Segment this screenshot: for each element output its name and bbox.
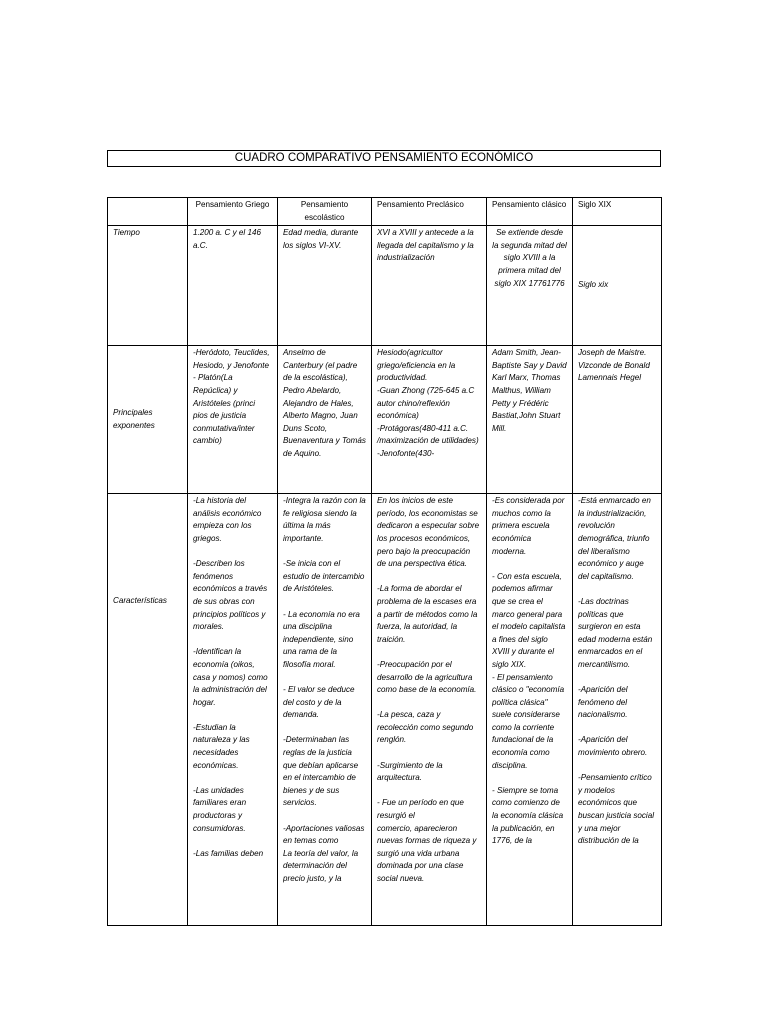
cell-exponentes-escolastico: Anselmo de Canterbury (el padre de la escolástica), Pedro Abelardo, Alejandro de Hales, Alberto Magno, Juan Duns Scoto, Buenaventura y Tomás de Aquino. bbox=[278, 346, 372, 494]
characteristic-item: -Aportaciones valiosas en temas como La teoría del valor, la determinación del precio justo, y la bbox=[283, 823, 365, 883]
characteristic-item: -Pensamiento crítico y modelos económicos que buscan justicia social y una mejor distribución de la bbox=[578, 773, 655, 846]
cell-exponentes-clasico: Adam Smith, Jean-Baptiste Say y David Karl Marx, Thomas Malthus, William Petty y Frédéric Bastiat,John Stuart Mill. bbox=[487, 346, 573, 494]
paragraph-gap bbox=[193, 835, 272, 848]
paragraph-gap bbox=[377, 571, 481, 584]
caract-escolastico-list bbox=[283, 495, 366, 915]
paragraph-gap bbox=[283, 810, 366, 823]
paragraph-gap bbox=[377, 747, 481, 760]
characteristic-item: -Integra la razón con la fe religiosa siendo la última la más importante. bbox=[283, 496, 366, 543]
paragraph-gap bbox=[377, 697, 481, 710]
paragraph-gap bbox=[377, 785, 481, 798]
paragraph-gap bbox=[283, 596, 366, 609]
paragraph-gap bbox=[283, 722, 366, 735]
characteristic-item: -Determinaban las reglas de la justicia que debían aplicarse en el intercambio de bienes y de sus servicios. bbox=[283, 735, 359, 808]
cell-exponentes-griego: -Heródoto, Teuclides, Hesiodo, y Jenofonte - Platón(La Repúclica) y Aristóteles (princi pios de justicia conmutativa/inter cambio) bbox=[188, 346, 278, 494]
paragraph-gap bbox=[492, 558, 567, 571]
characteristic-item: -Aparición del movimiento obrero. bbox=[578, 735, 648, 758]
characteristic-item: -Está enmarcado en la industrialización, revolución demográfica, triunfo del liberalismo económico y auge del capitalismo. bbox=[578, 496, 651, 581]
paragraph-gap bbox=[578, 583, 656, 596]
paragraph-gap bbox=[193, 546, 272, 559]
characteristic-item: - Siempre se toma como comienzo de la economía clásica la publicación, en 1776, de la bbox=[492, 785, 564, 846]
header-preclasico: Pensamiento Preclásico bbox=[372, 198, 487, 226]
caract-preclasico-list bbox=[377, 495, 481, 915]
row-label-tiempo: Tiempo bbox=[108, 226, 188, 346]
characteristic-item: -Aparición del fenómeno del nacionalismo. bbox=[578, 685, 628, 720]
characteristic-item: - La economía no era una disciplina independiente, sino una rama de la filosofía moral. bbox=[283, 609, 360, 669]
row-exponentes bbox=[108, 346, 662, 494]
paragraph-gap bbox=[492, 772, 567, 785]
header-siglo-xix: Siglo XIX bbox=[573, 198, 662, 226]
header-escolastico: Pensamiento escolástico bbox=[278, 198, 372, 226]
caract-clasico-list bbox=[492, 495, 567, 915]
cell-tiempo-siglo-xix: Siglo xix bbox=[573, 226, 662, 346]
header-empty bbox=[108, 198, 188, 226]
characteristic-item: -Identifican la economía (oikos, casa y nomos) como la administración del hogar. bbox=[193, 647, 268, 707]
comparison-table bbox=[107, 197, 662, 926]
cell-caract-siglo-xix bbox=[573, 494, 662, 926]
cell-caract-escolastico bbox=[278, 494, 372, 926]
characteristic-item: -Estudian la naturaleza y las necesidades económicas. bbox=[193, 722, 250, 770]
characteristic-item: -Es considerada por muchos como la primera escuela económica moderna. bbox=[492, 496, 565, 556]
characteristic-item: -Las unidades familiares eran productoras y consumidoras. bbox=[193, 785, 247, 833]
cell-exponentes-siglo-xix: Joseph de Maistre. Vizconde de Bonald Lamennais Hegel bbox=[573, 346, 662, 494]
paragraph-gap bbox=[377, 646, 481, 659]
paragraph-gap bbox=[283, 546, 366, 559]
characteristic-item: -La pesca, caza y recolección como segundo renglón. bbox=[377, 710, 474, 745]
characteristic-item: -Describen los fenómenos económicos a través de sus obras con principios políticos y morales. bbox=[193, 559, 268, 632]
paragraph-gap bbox=[193, 772, 272, 785]
characteristic-item: -La historia del análisis económico empieza con los griegos. bbox=[193, 496, 262, 543]
characteristic-item: -Las doctrinas políticas que surgieron en esta edad moderna están enmarcados en el mercantilismo. bbox=[578, 596, 653, 669]
cell-exponentes-preclasico: Hesiodo(agricultor griego/eficiencia en la productividad. -Guan Zhong (725-645 a.C autor chino/reflexión económica) -Protágoras(480-411 a.C. /maximización de utilidades) -Jenofonte(430- bbox=[372, 346, 487, 494]
characteristic-item: - Con esta escuela, podemos afirmar que se crea el marco general para el modelo capitalista a fines del siglo XVIII y durante el siglo XIX. - El pensamiento clásico o "economía política clásica" suele considerarse como la corriente fundacional de la economía como disciplina. bbox=[492, 571, 566, 770]
cell-tiempo-preclasico: XVI a XVIII y antecede a la llegada del capitalismo y la industrialización bbox=[372, 226, 487, 346]
row-caracteristicas bbox=[108, 494, 662, 926]
paragraph-gap bbox=[578, 722, 656, 735]
row-tiempo bbox=[108, 226, 662, 346]
row-label-exponentes: Principales exponentes bbox=[108, 346, 188, 494]
paragraph-gap bbox=[578, 672, 656, 685]
caract-siglo-xix-list bbox=[578, 495, 656, 915]
characteristic-item: -Las familias deben bbox=[193, 848, 264, 858]
characteristic-item: -Se inicia con el estudio de intercambio de Aristóteles. bbox=[283, 559, 365, 594]
cell-caract-griego bbox=[188, 494, 278, 926]
header-row bbox=[108, 198, 662, 226]
document-title: CUADRO COMPARATIVO PENSAMIENTO ECONÓMICO bbox=[107, 150, 661, 167]
row-label-caracteristicas bbox=[108, 494, 188, 926]
characteristic-item: - Fue un período en que resurgió el comercio, aparecieron nuevas formas de riqueza y surgió una vida urbana dominada por una clase social nueva. bbox=[377, 798, 477, 883]
header-clasico: Pensamiento clásico bbox=[487, 198, 573, 226]
cell-tiempo-griego: 1.200 a. C y el 146 a.C. bbox=[188, 226, 278, 346]
characteristic-item: -Surgimiento de la arquitectura. bbox=[377, 760, 443, 783]
characteristic-item: - El valor se deduce del costo y de la demanda. bbox=[283, 685, 355, 720]
characteristic-item: -La forma de abordar el problema de la escases era a partir de métodos como la fuerza, la autoridad, la traición. bbox=[377, 584, 478, 644]
paragraph-gap bbox=[283, 672, 366, 685]
header-griego: Pensamiento Griego bbox=[188, 198, 278, 226]
cell-caract-clasico bbox=[487, 494, 573, 926]
caract-griego-list bbox=[193, 495, 272, 915]
cell-caract-preclasico bbox=[372, 494, 487, 926]
cell-tiempo-clasico: Se extiende desde la segunda mitad del siglo XVIII a la primera mitad del siglo XIX 17761776 bbox=[487, 226, 573, 346]
row-label-caracteristicas-text: Características bbox=[113, 596, 167, 606]
cell-tiempo-escolastico: Edad media, durante los siglos VI-XV. bbox=[278, 226, 372, 346]
paragraph-gap bbox=[193, 634, 272, 647]
paragraph-gap bbox=[578, 760, 656, 773]
characteristic-item: -Preocupación por el desarrollo de la agricultura como base de la economía. bbox=[377, 659, 477, 695]
characteristic-item: En los inicios de este período, los economistas se dedicaron a especular sobre los procesos económicos, pero bajo la preocupación de una perspectiva ética. bbox=[377, 496, 480, 569]
paragraph-gap bbox=[193, 709, 272, 722]
